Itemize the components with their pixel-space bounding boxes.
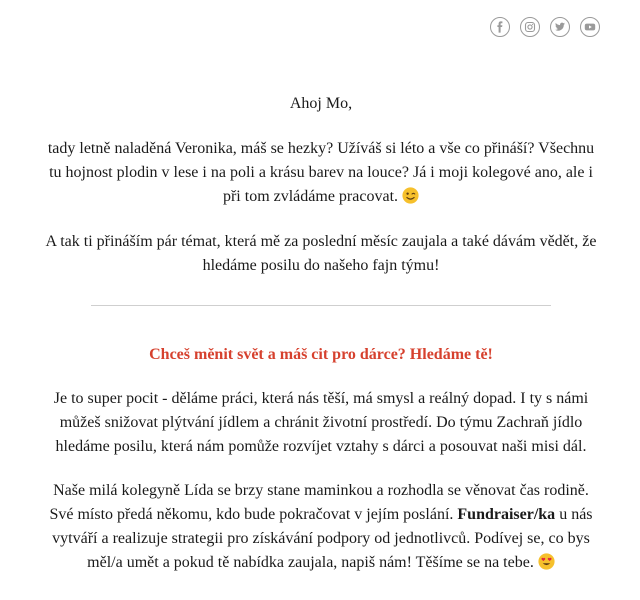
role-text-after: u nás vytváří a realizuje strategii pro získávání podpory od jednotlivců. Podívej se, co bys měl/a umět a pokud tě nabídka zaujala, napiš nám! Těšíme se na tebe. <box>52 506 593 571</box>
topics-paragraph: A tak ti přináším pár témat, která mě za poslední měsíc zaujala a také dávám vědět, že hledáme posilu do našeho fajn týmu! <box>45 233 597 274</box>
instagram-icon[interactable] <box>520 17 540 37</box>
email-body <box>40 92 602 575</box>
job-headline: Chceš měnit svět a máš cit pro dárce? Hledáme tě! <box>149 346 493 363</box>
facebook-icon[interactable] <box>490 17 510 37</box>
twitter-icon[interactable] <box>550 17 570 37</box>
winking-face-emoji <box>402 187 419 204</box>
heart-eyes-emoji <box>538 553 555 570</box>
intro-text: tady letně naladěná Veronika, máš se hezky? Užíváš si léto a vše co přináší? Všechnu tu hojnost plodin v lese i na poli a krásu barev na louce? Já i moji kolegové ano, ale i při tom zvládáme pracovat. <box>47 140 595 205</box>
job-paragraph: Je to super pocit - děláme práci, která nás těší, má smysl a reálný dopad. I ty s námi můžeš snižovat plýtvání jídlem a chránit životní prostředí. Do týmu Zachraň jídlo hledáme posilu, která nám pomůže rozvíjet vztahy s dárci a posouvat naši misi dál. <box>53 390 589 455</box>
role-text-before: Naše milá kolegyně Lída se brzy stane maminkou a rozhodla se věnovat čas rodině. Své místo předá někomu, kdo bude pokračovat v jejím poslání. <box>49 482 589 523</box>
role-title: Fundraiser/ka <box>457 506 556 523</box>
social-links <box>490 17 600 37</box>
greeting: Ahoj Mo, <box>289 95 353 112</box>
youtube-icon[interactable] <box>580 17 600 37</box>
role-paragraph <box>40 479 602 575</box>
intro-paragraph <box>40 137 602 209</box>
divider <box>91 305 551 306</box>
